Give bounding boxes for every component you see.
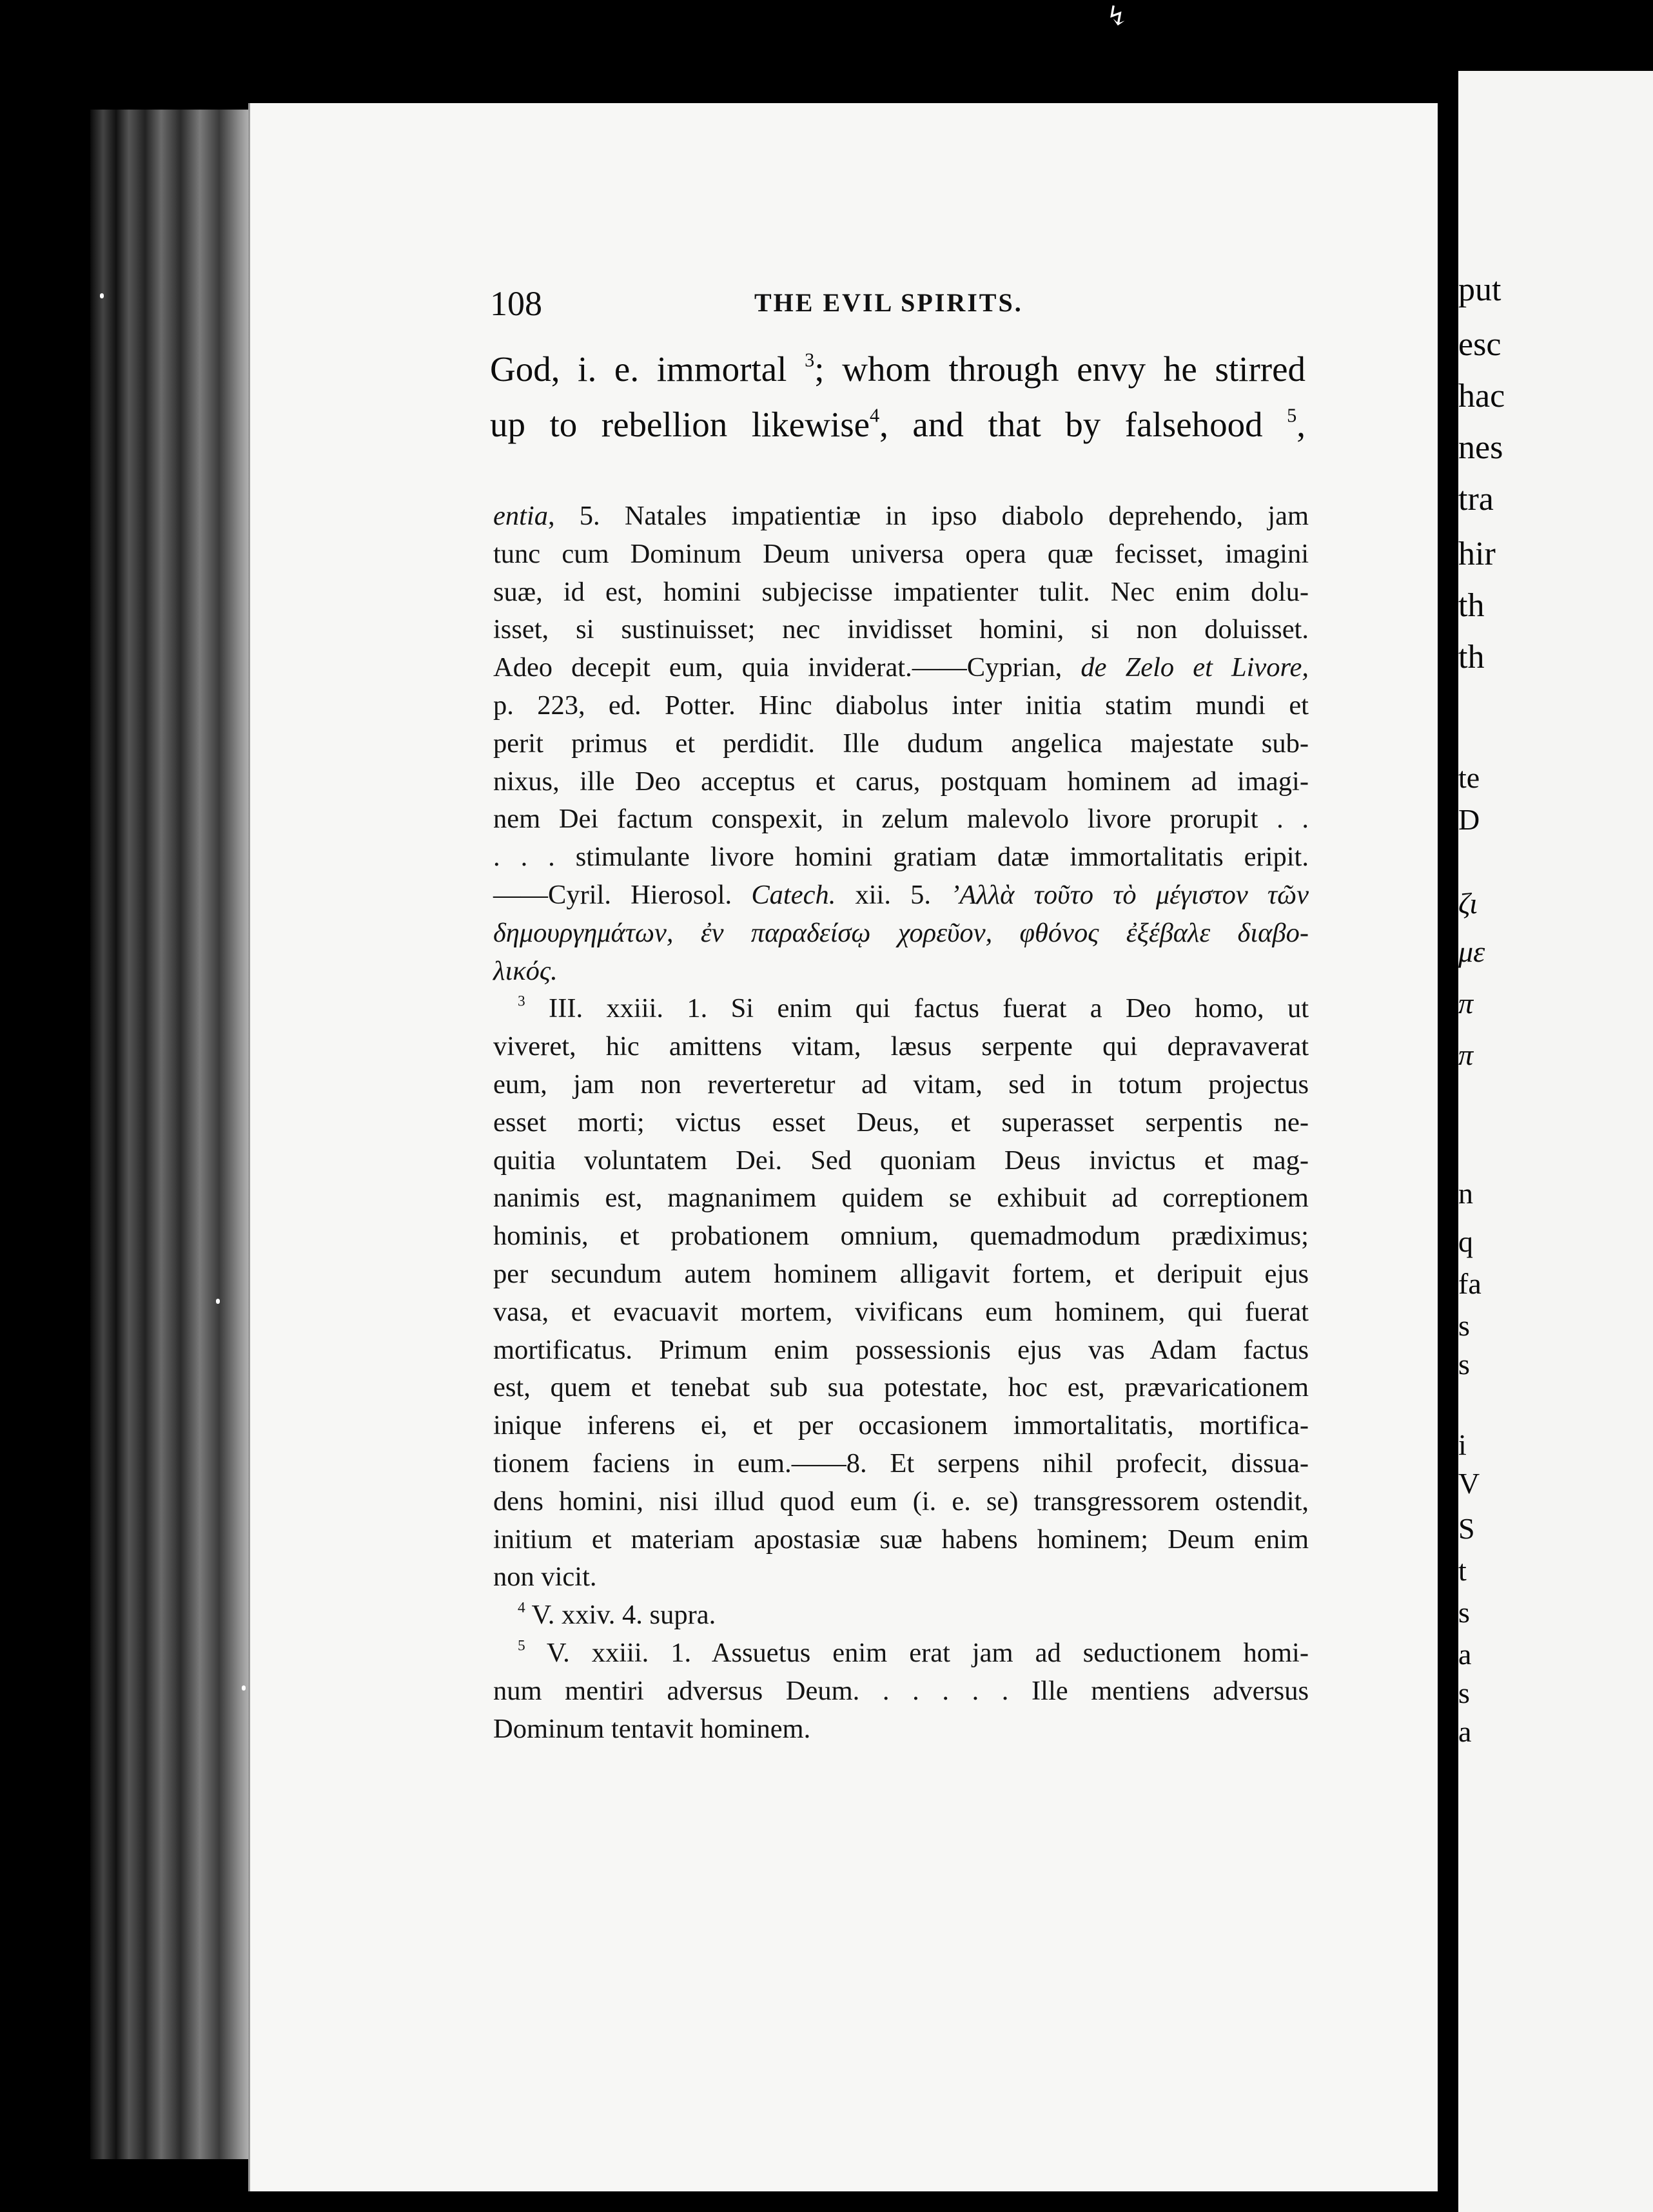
running-head: THE EVIL SPIRITS. xyxy=(754,288,1023,317)
edge-speck xyxy=(242,1685,246,1691)
right-page-fragment: th xyxy=(1458,639,1485,675)
footnote-line xyxy=(493,953,1309,991)
footnote-text: Adeo decepit eum, quia inviderat.——Cyprian, xyxy=(493,652,1081,683)
footnote-line xyxy=(493,1294,1309,1332)
right-page-fragment: i xyxy=(1458,1428,1467,1461)
footnote-line xyxy=(493,915,1309,953)
edge-speck xyxy=(100,293,104,298)
footnote-text: non vicit. xyxy=(493,1562,597,1593)
footnote-line xyxy=(493,498,1309,536)
footnote-line xyxy=(493,1028,1309,1066)
footnote-italic: entia xyxy=(493,501,548,531)
footnote-text: initium et materiam apostasiæ suæ habens hominem; Deum enim xyxy=(493,1524,1309,1555)
right-page-fragment: q xyxy=(1458,1225,1473,1258)
right-page-fragment: put xyxy=(1458,271,1501,308)
edge-speck xyxy=(216,1299,220,1304)
footnote-line xyxy=(493,763,1309,801)
footnote-line xyxy=(493,1407,1309,1445)
right-page-fragment: ζι xyxy=(1458,887,1478,920)
right-page-fragment: hac xyxy=(1458,378,1505,414)
footnote-line xyxy=(493,687,1309,725)
footnote-line xyxy=(493,1256,1309,1294)
footnote-italic: λικός. xyxy=(493,955,558,986)
top-scrap-mark: ↯ xyxy=(1106,2,1129,32)
footnote-text: nanimis est, magnanimem quidem se exhibuit ad correptionem xyxy=(493,1183,1309,1214)
footnote-line xyxy=(493,1218,1309,1256)
footnote-number: 4 xyxy=(518,1599,525,1616)
footnote-line xyxy=(493,1711,1309,1749)
footnote-text: quitia voluntatem Dei. Sed quoniam Deus invictus et mag- xyxy=(493,1145,1309,1176)
footnote-line xyxy=(493,649,1309,687)
footnote-line xyxy=(493,611,1309,649)
footnote-text: inique inferens ei, et per occasionem immortalitatis, mortifica- xyxy=(493,1410,1309,1441)
page-number: 108 xyxy=(490,284,542,323)
footnote-line xyxy=(493,990,1309,1028)
right-page-fragment: π xyxy=(1458,1038,1474,1071)
footnote-text: viveret, hic amittens vitam, læsus serpente qui depravaverat xyxy=(493,1031,1309,1062)
footnote-text: nixus, ille Deo acceptus et carus, postquam hominem ad imagi- xyxy=(493,766,1309,797)
footnote-number: 3 xyxy=(518,993,525,1010)
footnote-line xyxy=(493,1596,1309,1635)
footnote-text: III. xxiii. 1. Si enim qui factus fuerat a Deo homo, ut xyxy=(525,993,1309,1024)
footnote-text: perit primus et perdidit. Ille dudum angelica majestate sub- xyxy=(493,728,1309,759)
footnote-text: per secundum autem hominem alligavit fortem, et deripuit ejus xyxy=(493,1258,1309,1289)
main-text-segment: up to rebellion likewise xyxy=(490,405,870,444)
footnote-text: eum, jam non reverteretur ad vitam, sed in totum projectus xyxy=(493,1069,1309,1100)
right-page-fragment: V xyxy=(1458,1467,1480,1500)
footnote-line xyxy=(493,1445,1309,1483)
footnote-line xyxy=(493,536,1309,574)
footnote-line xyxy=(493,1558,1309,1596)
main-text-line xyxy=(490,342,1306,397)
footnote-line xyxy=(493,725,1309,763)
right-page-fragment: esc xyxy=(1458,326,1501,363)
footnote-line xyxy=(493,839,1309,877)
footnote-italic: ’Αλλὰ τοῦτο τὸ μέγιστον τῶν xyxy=(950,879,1309,910)
footnote-number: 5 xyxy=(518,1637,525,1654)
footnote-text: esset morti; victus esset Deus, et superasset serpentis ne- xyxy=(493,1107,1309,1138)
footnote-text: , 5. Natales impatientiæ in ipso diabolo deprehendo, jam xyxy=(547,501,1309,531)
footnote-text: est, quem et tenebat sub sua potestate, hoc est, prævaricationem xyxy=(493,1372,1309,1403)
footnote-text: xii. 5. xyxy=(836,879,951,910)
footnote-line xyxy=(493,1483,1309,1521)
footnote-text: . . . stimulante livore homini gratiam datæ immortalitatis eripit. xyxy=(493,842,1309,873)
main-text-segment: , and that by falsehood xyxy=(879,405,1287,444)
right-page-fragment: nes xyxy=(1458,429,1503,466)
footnote-line xyxy=(493,1104,1309,1142)
right-page-fragment: t xyxy=(1458,1554,1467,1587)
footnote-text: V. xxiv. 4. supra. xyxy=(525,1600,716,1631)
right-page-fragment: S xyxy=(1458,1512,1475,1545)
right-page-fragment: με xyxy=(1458,935,1485,968)
right-page-edge xyxy=(1458,71,1653,2212)
footnote-italic: δημουργημάτων, ἐν παραδείσῳ χορεῦον, φθόνος ἐξέβαλε διαβο- xyxy=(493,917,1309,948)
main-text-segment: , xyxy=(1296,405,1306,444)
right-page-fragment: fa xyxy=(1458,1267,1482,1300)
right-page-fragment: s xyxy=(1458,1309,1470,1342)
footnote-line xyxy=(493,1521,1309,1559)
footnote-text: V. xxiii. 1. Assuetus enim erat jam ad seductionem homi- xyxy=(525,1637,1309,1668)
footnote-line xyxy=(493,877,1309,915)
main-text xyxy=(490,342,1306,452)
footnote-line xyxy=(493,800,1309,839)
footnote-text: num mentiri adversus Deum. . . . . . Ille mentiens adversus xyxy=(493,1675,1309,1706)
right-page-fragment: th xyxy=(1458,587,1485,624)
footnote-text: vasa, et evacuavit mortem, vivificans eum hominem, qui fuerat xyxy=(493,1296,1309,1327)
right-page-fragment: n xyxy=(1458,1177,1473,1210)
footnote-italic: de Zelo et Livore, xyxy=(1081,652,1309,683)
footnote-text: tunc cum Dominum Deum universa opera quæ fecisset, imagini xyxy=(493,538,1309,569)
footnote-italic: Catech. xyxy=(751,879,836,910)
footnote-line xyxy=(493,1179,1309,1218)
footnote-line xyxy=(493,1142,1309,1180)
footnote-text: p. 223, ed. Potter. Hinc diabolus inter initia statim mundi et xyxy=(493,690,1309,721)
right-page-fragment: π xyxy=(1458,987,1474,1020)
main-text-segment: God, i. e. immortal xyxy=(490,349,805,389)
footnote-line xyxy=(493,1332,1309,1370)
right-page-fragment: a xyxy=(1458,1638,1472,1671)
footnote-line xyxy=(493,1635,1309,1673)
footnote-line xyxy=(493,1066,1309,1104)
right-page-fragment: a xyxy=(1458,1715,1472,1748)
right-page-fragment: te xyxy=(1458,761,1480,794)
right-page-fragment: s xyxy=(1458,1596,1470,1629)
right-page-fragment: hir xyxy=(1458,536,1496,572)
footnote-text: isset, si sustinuisset; nec invidisset homini, si non doluisset. xyxy=(493,614,1309,645)
book-spine-shadow xyxy=(0,0,97,2212)
main-text-line xyxy=(490,397,1306,452)
footnote-ref: 5 xyxy=(1287,404,1297,427)
right-page-fragment: D xyxy=(1458,803,1480,836)
footnotes xyxy=(493,498,1309,1748)
footnote-ref: 4 xyxy=(870,404,880,427)
right-page-fragment: s xyxy=(1458,1676,1470,1709)
footnote-ref: 3 xyxy=(805,349,815,371)
main-text-segment: ; whom through envy he stirred xyxy=(814,349,1306,389)
right-page-fragment: tra xyxy=(1458,481,1494,518)
footnote-text: ——Cyril. Hierosol. xyxy=(493,879,752,910)
footnote-text: hominis, et probationem omnium, quemadmodum prædiximus; xyxy=(493,1221,1309,1252)
footnote-line xyxy=(493,1673,1309,1711)
footnote-line xyxy=(493,1369,1309,1407)
page-header xyxy=(490,284,1328,322)
footnote-text: tionem faciens in eum.——8. Et serpens nihil profecit, dissua- xyxy=(493,1448,1309,1479)
book-page-edges xyxy=(90,110,251,2159)
footnote-text: nem Dei factum conspexit, in zelum malevolo livore prorupit . . xyxy=(493,804,1309,835)
footnote-text: mortificatus. Primum enim possessionis ejus vas Adam factus xyxy=(493,1334,1309,1365)
footnote-text: Dominum tentavit hominem. xyxy=(493,1713,811,1744)
right-page-fragment: s xyxy=(1458,1348,1470,1381)
footnote-text: dens homini, nisi illud quod eum (i. e. se) transgressorem ostendit, xyxy=(493,1486,1309,1517)
footnote-text: suæ, id est, homini subjecisse impatienter tulit. Nec enim dolu- xyxy=(493,576,1309,607)
footnote-line xyxy=(493,574,1309,612)
